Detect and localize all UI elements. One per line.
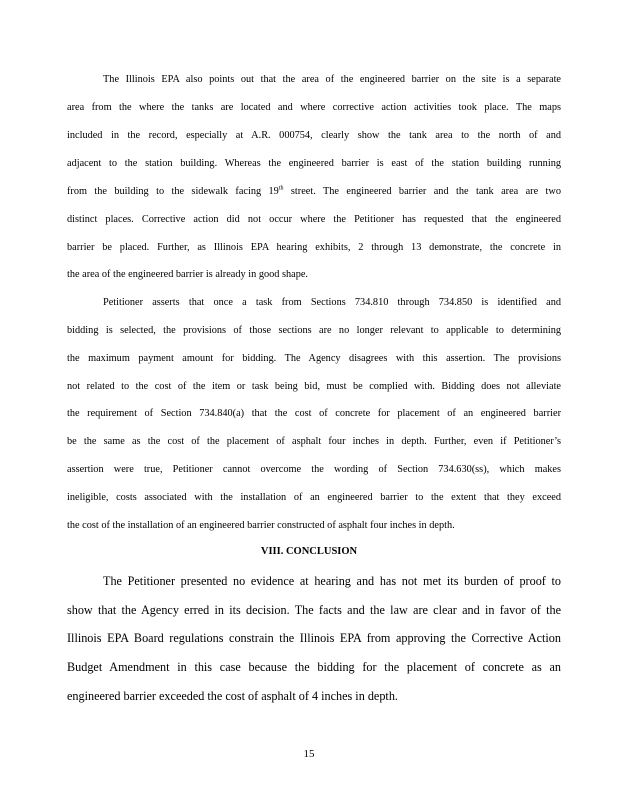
page-number: 15 — [303, 748, 315, 760]
paragraph-line: The Petitioner presented no evidence at hearing and has not met its burden of proof to — [103, 574, 561, 588]
paragraph-line: barrier be placed. Further, as Illinois EPA hearing exhibits, 2 through 13 demonstrate, the concrete in — [67, 242, 561, 253]
paragraph-line: show that the Agency erred in its decision. The facts and the law are clear and in favor of the — [67, 603, 561, 617]
paragraph-line: engineered barrier exceeded the cost of asphalt of 4 inches in depth. — [67, 689, 398, 703]
paragraph-line — [67, 185, 561, 199]
paragraph-line: assertion were true, Petitioner cannot overcome the wording of Section 734.630(ss), which makes — [67, 464, 561, 475]
paragraph-line: Budget Amendment in this case because the bidding for the placement of concrete as an — [67, 660, 561, 674]
paragraph-line: not related to the cost of the item or task being bid, must be complied with. Bidding does not alleviate — [67, 381, 561, 392]
superscript: th — [278, 185, 284, 192]
paragraph-line: the maximum payment amount for bidding. The Agency disagrees with this assertion. The provisions — [67, 353, 561, 364]
text-segment: street. The engineered barrier and the tank area are two — [283, 186, 561, 197]
paragraph-line: The Illinois EPA also points out that the area of the engineered barrier on the site is a separate — [103, 74, 561, 85]
paragraph-line: adjacent to the station building. Whereas the engineered barrier is east of the station building running — [67, 158, 561, 169]
paragraph-line: be the same as the cost of the placement of asphalt four inches in depth. Further, even if Petitioner’s — [67, 436, 561, 447]
section-heading: VIII. CONCLUSION — [260, 546, 358, 557]
paragraph-line: ineligible, costs associated with the installation of an engineered barrier to the extent that they exceed — [67, 492, 561, 503]
paragraph-line: the area of the engineered barrier is already in good shape. — [67, 269, 309, 280]
paragraph-line: included in the record, especially at A.R. 000754, clearly show the tank area to the north of and — [67, 130, 561, 141]
paragraph-line: Petitioner asserts that once a task from Sections 734.810 through 734.850 is identified and — [103, 297, 561, 308]
paragraph-line: bidding is selected, the provisions of those sections are no longer relevant to applicable to determining — [67, 325, 561, 336]
paragraph-line: Illinois EPA Board regulations constrain the Illinois EPA from approving the Corrective Action — [67, 631, 561, 645]
paragraph-line: the requirement of Section 734.840(a) that the cost of concrete for placement of an engineered barrier — [67, 408, 561, 419]
paragraph-line: area from the where the tanks are located and where corrective action activities took place. The maps — [67, 102, 561, 113]
text-segment: from the building to the sidewalk facing 19 — [67, 186, 279, 197]
paragraph-line: the cost of the installation of an engineered barrier constructed of asphalt four inches in depth. — [67, 520, 455, 531]
paragraph-line: distinct places. Corrective action did not occur where the Petitioner has requested that the engineered — [67, 214, 561, 225]
